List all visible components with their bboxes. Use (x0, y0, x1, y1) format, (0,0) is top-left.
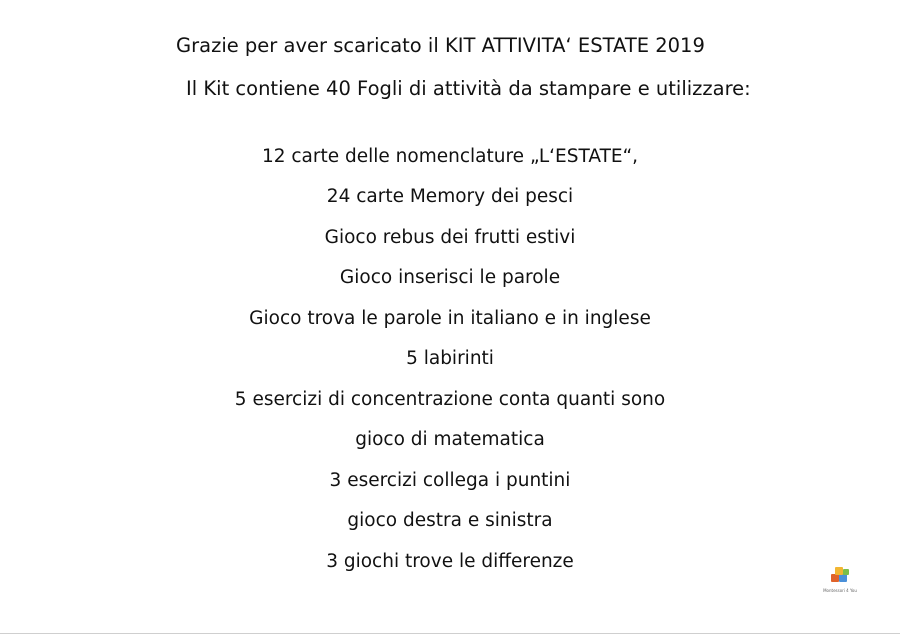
list-item: 5 esercizi di concentrazione conta quanti sono (234, 389, 666, 410)
list-item: Gioco rebus dei frutti estivi (324, 227, 576, 248)
document-subtitle: Il Kit contiene 40 Fogli di attività da stampare e utilizzare: (186, 77, 751, 100)
list-item: Gioco trova le parole in italiano e in inglese (249, 308, 651, 329)
bottom-divider (0, 633, 900, 634)
list-item: gioco di matematica (355, 429, 545, 450)
logo-text: Montessori 4 You (823, 588, 857, 593)
blocks-icon (818, 566, 862, 588)
list-item: 3 esercizi collega i puntini (329, 470, 571, 491)
list-item: gioco destra e sinistra (347, 510, 553, 531)
list-item: 24 carte Memory dei pesci (326, 186, 574, 207)
document-title: Grazie per aver scaricato il KIT ATTIVITA‘ ESTATE 2019 (176, 34, 705, 57)
list-item: 3 giochi trove le differenze (326, 551, 574, 572)
list-item: 5 labirinti (406, 348, 494, 369)
list-item: 12 carte delle nomenclature „L‘ESTATE“, (261, 146, 639, 167)
list-item: Gioco inserisci le parole (339, 267, 561, 288)
montessori-logo (818, 566, 862, 598)
